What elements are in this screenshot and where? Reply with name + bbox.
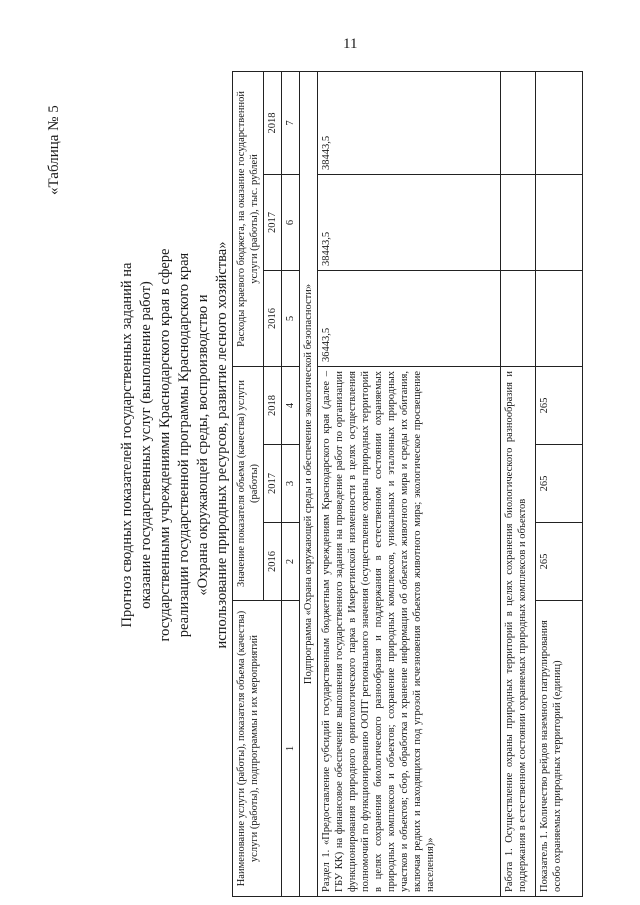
- column-number: 5: [282, 270, 300, 366]
- column-number: 3: [282, 445, 300, 523]
- budget-group-header: Расходы краевого бюджета, на оказание государственной услуги (работы), тыс. рублей: [233, 71, 264, 366]
- section-value: 36443,5: [318, 270, 501, 366]
- section-value: 38443,5: [318, 174, 501, 270]
- indicator-name: Показатель 1. Количество рейдов наземного патрулирования особо охраняемых природных территорий (единиц): [536, 601, 583, 897]
- volume-group-header: Значение показателя объема (качества) услуги (работы): [233, 366, 264, 600]
- heading-line: реализации государственной программы Краснодарского края: [176, 252, 192, 638]
- year-header: 2018: [264, 71, 282, 174]
- forecast-table: [232, 71, 583, 897]
- page-number: 11: [343, 36, 358, 52]
- column-number: 2: [282, 523, 300, 601]
- indicator-value: 265: [536, 523, 583, 601]
- heading-line: оказание государственных услуг (выполнение работ): [138, 281, 154, 609]
- column-number: 7: [282, 71, 300, 174]
- indicator-value: 265: [536, 366, 583, 444]
- year-header: 2017: [264, 174, 282, 270]
- col1-header: Наименование услуги (работы), показателя объема (качества) услуги (работы), подпрограммы и их мероприятий: [233, 601, 282, 897]
- empty-cell: [536, 270, 583, 366]
- table-title: «Таблица № 5: [46, 105, 62, 195]
- document-heading: [118, 185, 232, 705]
- heading-line: Прогноз сводных показателей государственных заданий на: [119, 262, 135, 628]
- header-row: [233, 71, 264, 896]
- year-header: 2018: [264, 366, 282, 444]
- section-description: Раздел 1. «Предоставление субсидий государственным бюджетным учреждениям Краснодарского края (далее – ГБУ КК) на финансовое обеспечение выполнения государственного задания на проведение работ по организации функционирования природного орнитологического парка в Имеретинской низменности в целях осуществления полномочий по функционированию ООПТ регионального значения (осуществление охраны природных территорий в целях сохранения биологического разнообразия и поддержания в естественном состоянии охраняемых природных комплексов и объектов; сохранение природных комплексов, уникальных и эталонных природных участков и объектов; сбор, обработка и хранение информации об объектах животного мира и среды их обитания, включая редких и находящихся под угрозой исчезновения объектов животного мира; экологическое просвещение населения)»: [318, 366, 501, 896]
- subprogram-title: Подпрограмма «Охрана окружающей среды и обеспечение экологической безопасности»: [300, 71, 318, 896]
- column-number: 6: [282, 174, 300, 270]
- heading-line: использование природных ресурсов, развитие лесного хозяйства»: [214, 241, 230, 649]
- indicator-value: 265: [536, 445, 583, 523]
- column-number: 1: [282, 601, 300, 897]
- year-header: 2017: [264, 445, 282, 523]
- empty-cell: [536, 174, 583, 270]
- section-row: [318, 71, 501, 896]
- column-numbers-row: [282, 71, 300, 896]
- heading-line: «Охрана окружающей среды, воспроизводство и: [195, 294, 211, 596]
- empty-cell: [501, 71, 536, 174]
- indicator-row: [536, 71, 583, 896]
- work-description: Работа 1. Осуществление охраны природных территорий в целях сохранения биологического разнообразия и поддержания в естественном состоянии охраняемых природных комплексов и объектов: [501, 366, 536, 896]
- heading-line: государственными учреждениями Краснодарского края в сфере: [157, 248, 173, 642]
- year-header: 2016: [264, 270, 282, 366]
- section-value: 38443,5: [318, 71, 501, 174]
- column-number: 4: [282, 366, 300, 444]
- empty-cell: [501, 174, 536, 270]
- subprogram-row: [300, 71, 318, 896]
- empty-cell: [536, 71, 583, 174]
- year-header: 2016: [264, 523, 282, 601]
- empty-cell: [501, 270, 536, 366]
- work-row: [501, 71, 536, 896]
